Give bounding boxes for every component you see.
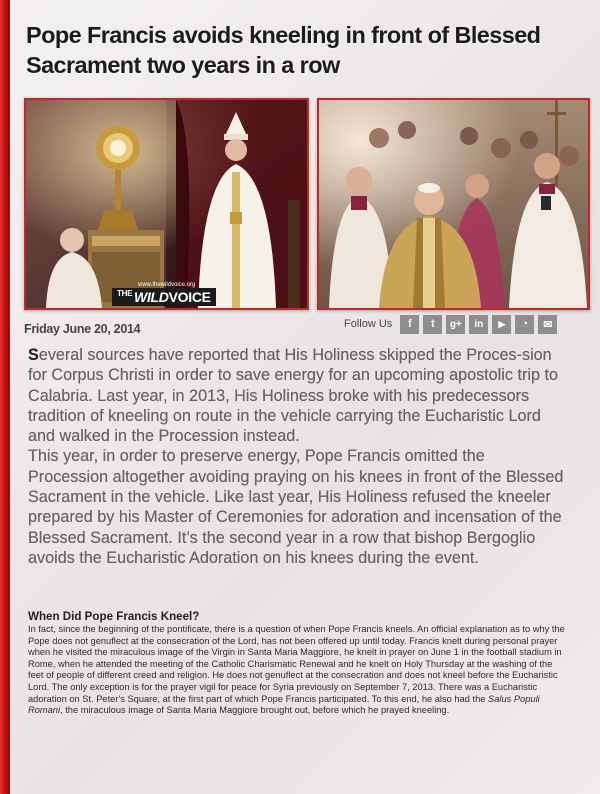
photo-pope-procession [317, 98, 590, 310]
photo-pope-monstrance [24, 98, 309, 310]
article-title: Pope Francis avoids kneeling in front of Blessed Sacrament two years in a row [26, 22, 541, 78]
lead-paragraph: Several sources have reported that His Holiness skipped the Proces-sion for Corpus Christi in order to save energy for an upcoming apostolic trip to Calabria. Last year, in 2013, His Holiness broke with his predecessors tradition of kneeling on route in the vehicle carrying the Eucharistic Lord and walked in the Procession instead. [28, 346, 558, 446]
facebook-icon[interactable]: f [400, 315, 419, 334]
photo-procession-illustration [319, 100, 588, 308]
article-page [10, 0, 600, 794]
left-red-accent-bar [0, 0, 10, 794]
watermark-url: www.thewildvoice.org [138, 282, 196, 288]
follow-us-label: Follow Us [344, 318, 393, 330]
lead-paragraph: This year, in order to preserve energy, Pope Francis omitted the Procession altogether avoiding praying on his knees in front of the Blessed Sacrament in the vehicle. Like last year, His Holiness refused the kneeler prepared by his Master of Ceremonies for adoration and incensation of the Blessed Sacrament. It’s the second year in a row that bishop Bergoglio avoids the Eucharistic Adoration on his knees during the event. [28, 447, 564, 567]
follow-us-bar [344, 314, 557, 334]
email-icon[interactable]: ✉ [538, 315, 557, 334]
google-plus-icon[interactable]: g+ [446, 315, 465, 334]
wild-voice-logo: $^{THE}$ WILDVOICE [112, 288, 216, 306]
linkedin-icon[interactable]: in [469, 315, 488, 334]
twitter-icon[interactable]: t [423, 315, 442, 334]
rss-icon[interactable]: ◔ [515, 315, 534, 334]
article-date: Friday June 20, 2014 [24, 322, 141, 336]
drop-cap: S [28, 346, 39, 364]
youtube-icon[interactable]: ▶ [492, 315, 511, 334]
lead-text [28, 345, 568, 568]
photo-monstrance-illustration [26, 100, 307, 308]
section-body: In fact, since the beginning of the pontificate, there is a question of when Pope Francis kneels. An official explanation as to why the Pope does not genuflect at the consecration of the Lord, has not been offered up until today. Francis knelt during personal prayer when he visited the miraculous image of the Virgin in Santa Maria Maggiore, he knelt in prayer on June 1 in the football stadium in Rome, when he attended the meeting of the Catholic Charismatic Renewal and he knelt on Holy Thursday at the washing of the feet of people of different creed and religion. He does not genuflect at the consecration and does not kneel before the Eucharistic Lord. The only exception is for the prayer vigil for peace for Syria previously on September 7, 2013. There was a Eucharistic adoration on St. Peter's Square, at the first part of which Pope Francis participated. To this end, he also had the Salus Populi Romani, the miraculous image of Santa Maria Maggiore brought out, before which he prayed kneeling. [28, 624, 565, 716]
italic-title: Salus Populi Romani [28, 693, 540, 716]
section-heading: When Did Pope Francis Kneel? [28, 610, 200, 623]
